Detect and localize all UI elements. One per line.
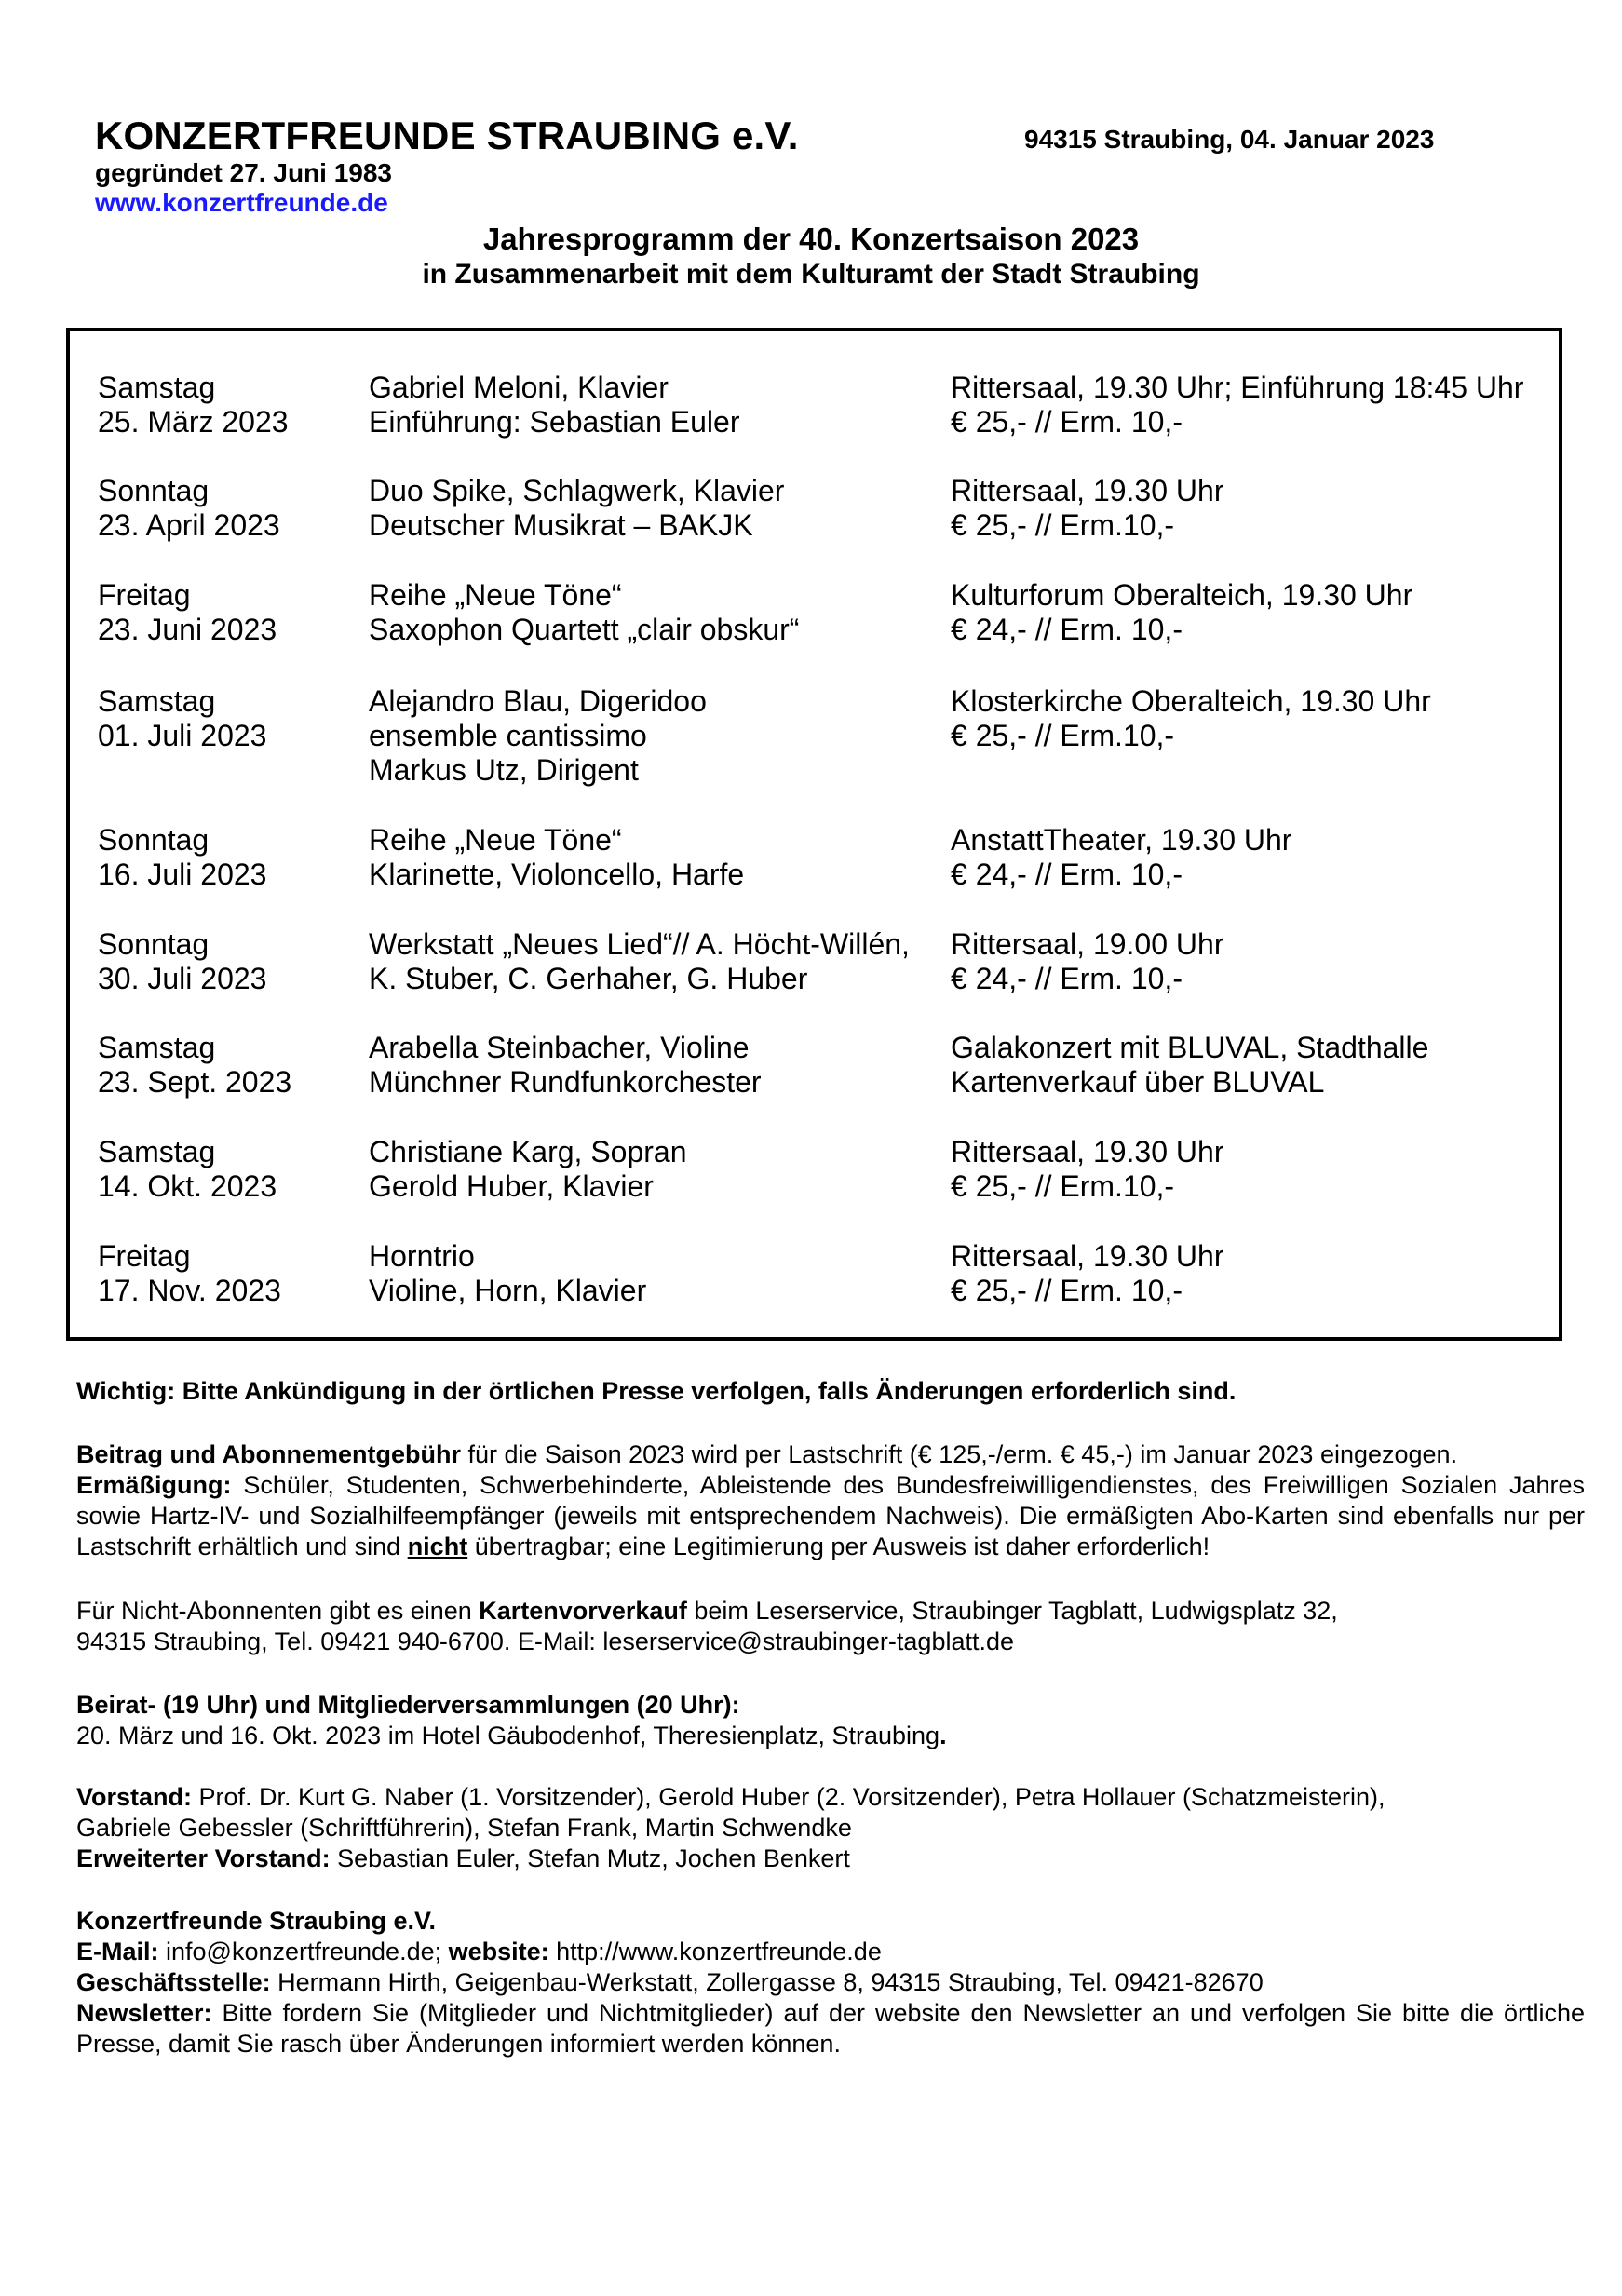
email-label: E-Mail:: [76, 1938, 159, 1965]
meetings-line: 20. März und 16. Okt. 2023 im Hotel Gäubodenhof, Theresienplatz, Straubing.: [76, 1722, 947, 1749]
event-program-cell: [369, 927, 946, 996]
newsletter-label: Newsletter:: [76, 1999, 212, 2027]
fee-text: für die Saison 2023 wird per Lastschrift (€ 125,-/erm. € 45,-) im Januar 2023 eingezogen.: [461, 1440, 1458, 1468]
event-date-cell: [98, 823, 358, 892]
event-day: Samstag: [98, 684, 216, 718]
event-price: € 25,- // Erm.10,-: [951, 508, 1175, 542]
event-date-cell: [98, 927, 358, 996]
event-venue: Rittersaal, 19.30 Uhr: [951, 1135, 1224, 1168]
event-venue: Rittersaal, 19.30 Uhr: [951, 1239, 1224, 1273]
event-venue: Kulturforum Oberalteich, 19.30 Uhr: [951, 578, 1413, 612]
discount-paragraph: [76, 1470, 1585, 1562]
event-program-line: Klarinette, Violoncello, Harfe: [369, 858, 745, 891]
fee-paragraph: [76, 1439, 1585, 1470]
presale-contact: 94315 Straubing, Tel. 09421 940-6700. E-Mail: leserservice@straubinger-tagblatt.de: [76, 1627, 1015, 1655]
board-section: [76, 1782, 1585, 1874]
event-venue: Rittersaal, 19.30 Uhr; Einführung 18:45 Uhr: [951, 371, 1524, 404]
program-table: [66, 328, 1562, 1341]
meetings-text: 20. März und 16. Okt. 2023 im Hotel Gäubodenhof, Theresienplatz, Straubing: [76, 1722, 940, 1749]
event-date-cell: [98, 578, 358, 647]
event-program-cell: [369, 1135, 946, 1204]
event-venue-cell: [951, 371, 1547, 439]
website-label: website:: [448, 1938, 549, 1965]
ext-board-line: [76, 1844, 1585, 1874]
event-day: Sonntag: [98, 823, 210, 857]
event-venue-cell: [951, 578, 1547, 647]
discount-text: Schüler, Studenten, Schwerbehinderte, Ableistende des Bundesfreiwilligendienstes, des Freiwilligen Sozialen Jahres sowie Hartz-IV- und Sozialhilfeempfänger (jeweils mit entsprechendem Nachweis). Die ermäßigten Abo-Karten sind ebenfalls nur per Lastschrift erhältlich und sind: [76, 1471, 1585, 1560]
contact-org: Konzertfreunde Straubing e.V.: [76, 1907, 437, 1935]
presale-label: Kartenvorverkauf: [479, 1597, 687, 1625]
event-venue-cell: [951, 1135, 1547, 1204]
event-program-cell: [369, 474, 946, 543]
office-line: [76, 1967, 1585, 1998]
event-price: € 25,- // Erm.10,-: [951, 1169, 1175, 1203]
document-title: Jahresprogramm der 40. Konzertsaison 2023: [482, 222, 1140, 256]
newsletter-text: Bitte fordern Sie (Mitglieder und Nichtmitglieder) auf der website den Newsletter an und verfolgen Sie bitte die örtliche Presse, damit Sie rasch über Änderungen informiert werden können.: [76, 1999, 1585, 2058]
event-venue: Rittersaal, 19.00 Uhr: [951, 927, 1224, 961]
event-venue-cell: [951, 823, 1547, 892]
event-program-line: Gabriel Meloni, Klavier: [369, 371, 669, 404]
event-program-line: Reihe „Neue Töne“: [369, 578, 622, 612]
fee-label: Beitrag und Abonnementgebühr: [76, 1440, 461, 1468]
discount-text-end: übertragbar; eine Legitimierung per Ausweis ist daher erforderlich!: [467, 1533, 1210, 1560]
contact-email-line: [76, 1937, 1585, 1967]
event-date-cell: [98, 1031, 358, 1100]
newsletter-line: [76, 1998, 1585, 2060]
event-program-line: Duo Spike, Schlagwerk, Klavier: [369, 474, 785, 507]
event-price: € 25,- // Erm.10,-: [951, 719, 1175, 752]
event-program-cell: [369, 1239, 946, 1308]
meetings-label: Beirat- (19 Uhr) und Mitgliederversammlungen (20 Uhr):: [76, 1691, 740, 1719]
event-date-cell: [98, 474, 358, 543]
event-program-line: Horntrio: [369, 1239, 475, 1273]
organization-name: KONZERTFREUNDE STRAUBING e.V.: [95, 114, 799, 157]
event-date: 23. Juni 2023: [98, 613, 277, 646]
event-venue: AnstattTheater, 19.30 Uhr: [951, 823, 1292, 857]
event-date: 14. Okt. 2023: [98, 1169, 277, 1203]
event-program-line: Deutscher Musikrat – BAKJK: [369, 508, 753, 542]
notes-section: [76, 1376, 1585, 1407]
office-text: Hermann Hirth, Geigenbau-Werkstatt, Zollergasse 8, 94315 Straubing, Tel. 09421-82670: [270, 1968, 1264, 1996]
fee-section: [76, 1439, 1585, 1562]
website-link[interactable]: www.konzertfreunde.de: [95, 188, 388, 217]
event-program-line: Violine, Horn, Klavier: [369, 1274, 647, 1307]
event-price: € 24,- // Erm. 10,-: [951, 613, 1183, 646]
presale-text: Für Nicht-Abonnenten gibt es einen: [76, 1597, 480, 1625]
event-venue: Galakonzert mit BLUVAL, Stadthalle: [951, 1031, 1429, 1064]
presale-text: beim Leserservice, Straubinger Tagblatt, Ludwigsplatz 32,: [686, 1597, 1338, 1625]
document-subtitle: in Zusammenarbeit mit dem Kulturamt der Stadt Straubing: [422, 259, 1200, 290]
event-date-cell: [98, 371, 358, 439]
event-price: € 25,- // Erm. 10,-: [951, 1274, 1183, 1307]
office-label: Geschäftsstelle:: [76, 1968, 271, 1996]
event-day: Freitag: [98, 1239, 191, 1273]
event-price: Kartenverkauf über BLUVAL: [951, 1065, 1325, 1099]
meetings-section: [76, 1690, 1585, 1751]
event-date-cell: [98, 1239, 358, 1308]
website-value[interactable]: http://www.konzertfreunde.de: [548, 1938, 882, 1965]
event-program-cell: [369, 371, 946, 439]
event-program-line: Christiane Karg, Sopran: [369, 1135, 687, 1168]
discount-label: Ermäßigung:: [76, 1471, 232, 1499]
event-date: 01. Juli 2023: [98, 719, 267, 752]
event-price: € 25,- // Erm. 10,-: [951, 405, 1183, 439]
event-date-cell: [98, 684, 358, 753]
event-program-line: Gerold Huber, Klavier: [369, 1169, 654, 1203]
place-date: 94315 Straubing, 04. Januar 2023: [1024, 125, 1435, 154]
event-program-line: Saxophon Quartett „clair obskur“: [369, 613, 800, 646]
contact-section: [76, 1906, 1585, 2060]
event-program-line: Werkstatt „Neues Lied“// A. Höcht-Willén,: [369, 927, 910, 961]
ext-board-text: Sebastian Euler, Stefan Mutz, Jochen Benkert: [330, 1844, 850, 1872]
event-venue-cell: [951, 474, 1547, 543]
event-date: 23. Sept. 2023: [98, 1065, 292, 1099]
event-program-cell: [369, 823, 946, 892]
board-label: Vorstand:: [76, 1783, 193, 1811]
event-venue-cell: [951, 1239, 1547, 1308]
event-program-line: Einführung: Sebastian Euler: [369, 405, 740, 439]
event-program-cell: [369, 1031, 946, 1100]
event-date-cell: [98, 1135, 358, 1204]
event-program-line: ensemble cantissimo: [369, 719, 647, 752]
presale-section: [76, 1596, 1585, 1657]
important-notice: Wichtig: Bitte Ankündigung in der örtlichen Presse verfolgen, falls Änderungen erforderlich sind.: [76, 1377, 1237, 1405]
event-program-line: Münchner Rundfunkorchester: [369, 1065, 762, 1099]
event-program-line: K. Stuber, C. Gerhaher, G. Huber: [369, 962, 808, 995]
ext-board-label: Erweiterter Vorstand:: [76, 1844, 331, 1872]
board-line-2: Gabriele Gebessler (Schriftführerin), Stefan Frank, Martin Schwendke: [76, 1814, 852, 1842]
event-date: 23. April 2023: [98, 508, 280, 542]
event-venue-cell: [951, 684, 1547, 753]
event-date: 16. Juli 2023: [98, 858, 267, 891]
event-price: € 24,- // Erm. 10,-: [951, 858, 1183, 891]
event-venue: Rittersaal, 19.30 Uhr: [951, 474, 1224, 507]
founded-date: gegründet 27. Juni 1983: [95, 158, 392, 187]
board-line: [76, 1782, 1585, 1813]
event-day: Sonntag: [98, 927, 210, 961]
board-text: Prof. Dr. Kurt G. Naber (1. Vorsitzender), Gerold Huber (2. Vorsitzender), Petra Hollauer (Schatzmeisterin),: [192, 1783, 1385, 1811]
event-venue-cell: [951, 1031, 1547, 1100]
event-venue: Klosterkirche Oberalteich, 19.30 Uhr: [951, 684, 1431, 718]
discount-not: nicht: [407, 1533, 468, 1560]
event-date: 30. Juli 2023: [98, 962, 267, 995]
event-date: 17. Nov. 2023: [98, 1274, 281, 1307]
event-day: Samstag: [98, 1135, 216, 1168]
email-value[interactable]: info@konzertfreunde.de;: [158, 1938, 449, 1965]
event-date: 25. März 2023: [98, 405, 289, 439]
event-program-line: Reihe „Neue Töne“: [369, 823, 622, 857]
event-program-line: Markus Utz, Dirigent: [369, 753, 639, 787]
event-program-line: Arabella Steinbacher, Violine: [369, 1031, 750, 1064]
event-day: Samstag: [98, 371, 216, 404]
event-venue-cell: [951, 927, 1547, 996]
event-day: Sonntag: [98, 474, 210, 507]
event-program-line: Alejandro Blau, Digeridoo: [369, 684, 707, 718]
event-day: Freitag: [98, 578, 191, 612]
event-price: € 24,- // Erm. 10,-: [951, 962, 1183, 995]
presale-line: [76, 1596, 1585, 1627]
event-program-cell: [369, 684, 946, 788]
event-day: Samstag: [98, 1031, 216, 1064]
event-program-cell: [369, 578, 946, 647]
